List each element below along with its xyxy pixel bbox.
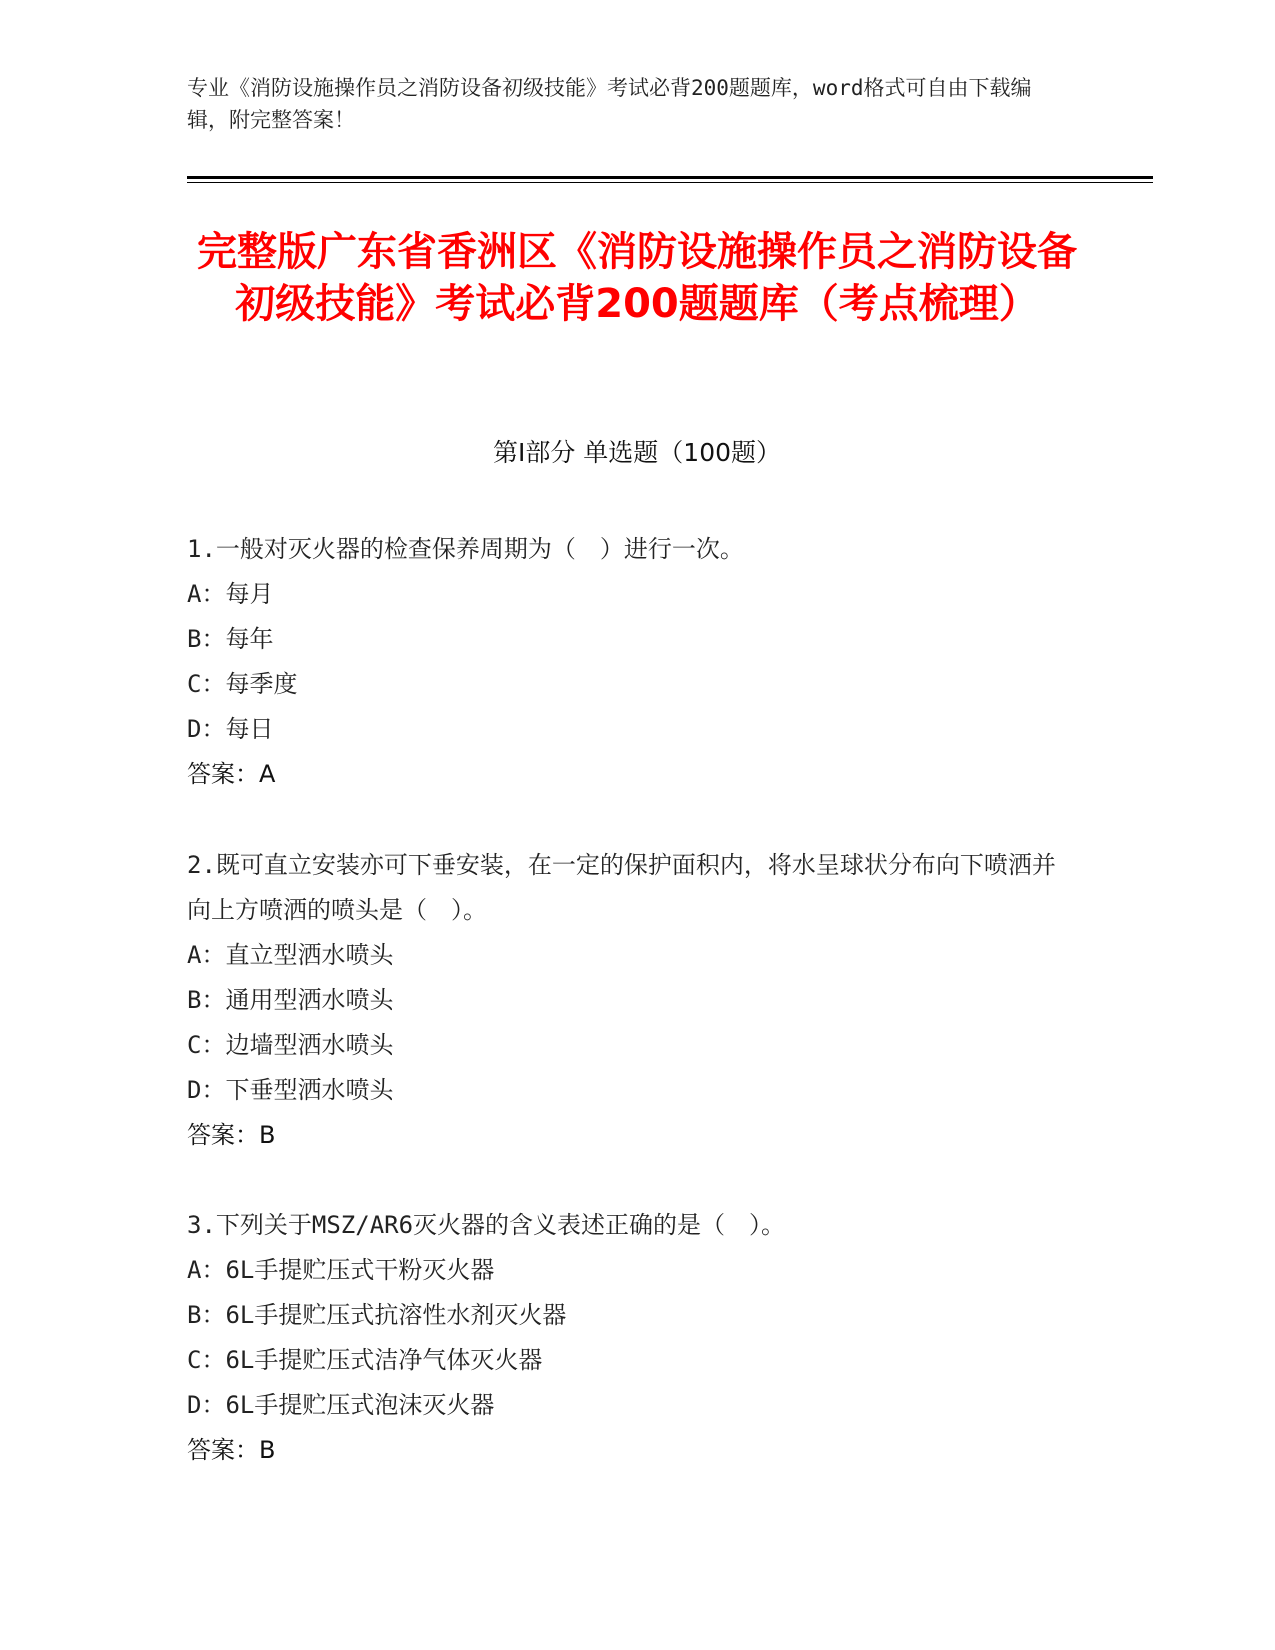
answer: 答案：B [187, 1436, 276, 1464]
option-c: C：每季度 [187, 670, 298, 698]
option-a: A：每月 [187, 580, 274, 608]
option-b: B：每年 [187, 625, 274, 653]
question-block [187, 1203, 1067, 1473]
section-title: 第Ⅰ部分 单选题（100题） [492, 438, 782, 467]
header-divider-thin [187, 182, 1153, 183]
question-stem: 2.既可直立安装亦可下垂安装，在一定的保护面积内，将水呈球状分布向下喷洒并向上方喷洒的喷头是（ ）。 [187, 851, 1056, 924]
answer: 答案：B [187, 1121, 276, 1149]
option-d: D：每日 [187, 715, 274, 743]
option-a: A：6L手提贮压式干粉灭火器 [187, 1256, 495, 1284]
option-d: D：下垂型洒水喷头 [187, 1076, 394, 1104]
option-b: B：6L手提贮压式抗溶性水剂灭火器 [187, 1301, 567, 1329]
document-title: 完整版广东省香洲区《消防设施操作员之消防设备初级技能》考试必背200题题库（考点梳理） [197, 229, 1077, 327]
option-d: D：6L手提贮压式泡沫灭火器 [187, 1391, 495, 1419]
question-stem: 1.一般对灭火器的检查保养周期为（ ）进行一次。 [187, 535, 744, 563]
header-divider-thick [187, 176, 1153, 179]
option-a: A：直立型洒水喷头 [187, 941, 394, 969]
option-c: C：6L手提贮压式洁净气体灭火器 [187, 1346, 543, 1374]
header-note: 专业《消防设施操作员之消防设备初级技能》考试必背200题题库，word格式可自由下载编辑，附完整答案！ [187, 76, 1032, 132]
option-b: B：通用型洒水喷头 [187, 986, 394, 1014]
question-block [187, 843, 1067, 1158]
answer: 答案：A [187, 760, 276, 788]
question-block [187, 527, 1067, 797]
question-stem: 3.下列关于MSZ/AR6灭火器的含义表述正确的是（ ）。 [187, 1211, 786, 1239]
option-c: C：边墙型洒水喷头 [187, 1031, 394, 1059]
